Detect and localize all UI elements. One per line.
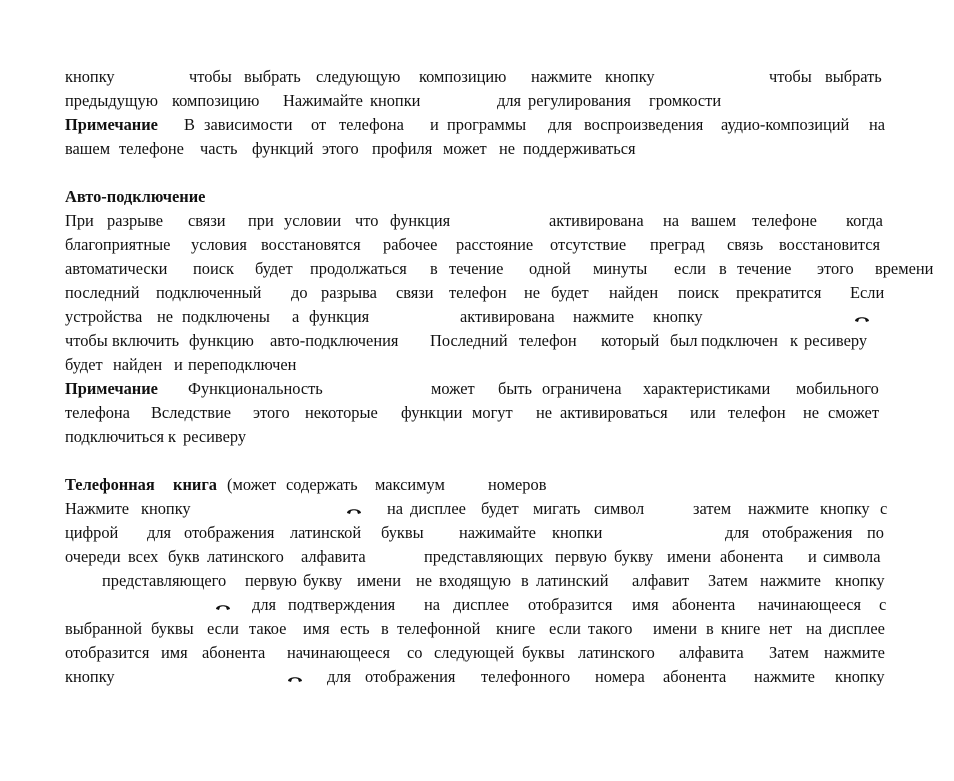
word: ограничена (542, 379, 622, 398)
word: содержать (286, 475, 358, 494)
text-line (65, 497, 889, 521)
word: имени (357, 571, 401, 590)
word: этого (817, 259, 854, 278)
word: есть (340, 619, 370, 638)
word: всех (128, 547, 159, 566)
word: телефон (449, 283, 507, 302)
word: отображения (184, 523, 275, 542)
word: алфавита (301, 547, 366, 566)
word: кнопку (820, 499, 870, 518)
word: нажмите (748, 499, 809, 518)
word: нажмите (824, 643, 885, 662)
text-line (65, 257, 934, 281)
word: абонента (720, 547, 784, 566)
word: отсутствие (550, 235, 627, 254)
word: и (174, 355, 183, 374)
word: когда (846, 211, 883, 230)
word: условии (284, 211, 342, 230)
word: композицию (419, 67, 507, 86)
word: функция (390, 211, 451, 230)
section-heading: Авто-подключение (65, 187, 206, 206)
word: кнопку (141, 499, 191, 518)
word: букву (614, 547, 654, 566)
word: со (407, 643, 423, 662)
word: чтобы (769, 67, 812, 86)
word: цифрой (65, 523, 119, 542)
word: не (803, 403, 820, 422)
word: до (291, 283, 308, 302)
word: в (719, 259, 727, 278)
word: не (536, 403, 553, 422)
word: может (443, 139, 487, 158)
word: имени (667, 547, 711, 566)
word: поддерживаться (523, 139, 636, 158)
word: телефона (65, 403, 130, 422)
word: который (601, 331, 660, 350)
text-line (65, 641, 889, 665)
word: активирована (460, 307, 555, 326)
word: нажмите (573, 307, 634, 326)
word: авто-подключения (270, 331, 399, 350)
word: восстановятся (261, 235, 361, 254)
word: по (867, 523, 884, 542)
word: последний (65, 283, 140, 302)
word: Нажимайте (283, 91, 363, 110)
word: подключен (701, 331, 778, 350)
text-line (65, 665, 889, 689)
word: абонента (663, 667, 727, 686)
word: чтобы (189, 67, 232, 86)
word: аудио-композиций (721, 115, 850, 134)
word: буквы (151, 619, 194, 638)
text-line (65, 209, 889, 233)
text-line (65, 401, 889, 425)
word: букв (168, 547, 200, 566)
word: телефон (519, 331, 577, 350)
word: активироваться (560, 403, 668, 422)
word: не (524, 283, 541, 302)
word: буквы (381, 523, 424, 542)
word: а (292, 307, 300, 326)
word: на (387, 499, 404, 518)
word: расстояние (456, 235, 534, 254)
word: первую (555, 547, 607, 566)
word: одной (529, 259, 571, 278)
section-heading: Телефонная (65, 475, 155, 494)
word: разрыва (321, 283, 377, 302)
word: что (355, 211, 379, 230)
word: книге (721, 619, 761, 638)
text-line (65, 65, 889, 89)
text-line (65, 89, 889, 113)
word: номеров (488, 475, 547, 494)
word: буквы (522, 643, 565, 662)
text-line (65, 593, 889, 617)
word: телефоне (119, 139, 184, 158)
word: этого (322, 139, 359, 158)
word: алфавита (679, 643, 744, 662)
word: кнопки (552, 523, 603, 542)
word: на (869, 115, 886, 134)
word: (может (227, 475, 277, 494)
word: на (424, 595, 441, 614)
word: связь (727, 235, 764, 254)
text-line (65, 329, 889, 353)
word: очереди (65, 547, 121, 566)
word: вашем (65, 139, 111, 158)
word: нажмите (754, 667, 815, 686)
word: найден (609, 283, 659, 302)
word: предыдущую (65, 91, 158, 110)
word: ресиверу (183, 427, 247, 446)
word: регулирования (528, 91, 631, 110)
text-line (65, 281, 889, 305)
word: начинающееся (287, 643, 391, 662)
word: латинский (536, 571, 609, 590)
word: этого (253, 403, 290, 422)
word: подключенный (156, 283, 262, 302)
word: нажмите (531, 67, 592, 86)
word: восстановится (779, 235, 881, 254)
phone-handset-icon (287, 674, 303, 684)
word: минуты (593, 259, 648, 278)
word: первую (245, 571, 297, 590)
word: отобразится (65, 643, 150, 662)
word: дисплее (410, 499, 466, 518)
word: с (879, 595, 887, 614)
word: для (548, 115, 573, 134)
word: кнопку (65, 667, 115, 686)
note-heading: Примечание (65, 115, 158, 134)
word: не (499, 139, 516, 158)
word: латинского (578, 643, 655, 662)
word: некоторые (305, 403, 378, 422)
word: Затем (708, 571, 748, 590)
word: телефонного (481, 667, 571, 686)
word: переподключен (188, 355, 297, 374)
word: разрыве (107, 211, 164, 230)
word: выбрать (244, 67, 301, 86)
word: и (430, 115, 439, 134)
word: в (706, 619, 714, 638)
word: функция (309, 307, 370, 326)
word: дисплее (453, 595, 509, 614)
section-heading-line (65, 473, 889, 497)
word: сможет (828, 403, 879, 422)
word: рабочее (383, 235, 438, 254)
word: зависимости (204, 115, 293, 134)
word: течение (737, 259, 792, 278)
word: Затем (769, 643, 809, 662)
word: будет (65, 355, 103, 374)
word: нет (769, 619, 793, 638)
word: букву (303, 571, 343, 590)
text-line (65, 521, 889, 545)
word: символа (823, 547, 881, 566)
word: для (252, 595, 277, 614)
text-line (65, 545, 889, 569)
word: мигать (533, 499, 581, 518)
word: кнопку (835, 571, 885, 590)
word: условия (191, 235, 247, 254)
word: такого (588, 619, 633, 638)
word: не (416, 571, 433, 590)
word: кнопку (835, 667, 885, 686)
word: профиля (372, 139, 433, 158)
word: времени (875, 259, 934, 278)
word: телефоне (752, 211, 817, 230)
word: входящую (439, 571, 511, 590)
word: преград (650, 235, 705, 254)
word: символ (594, 499, 645, 518)
word: найден (113, 355, 163, 374)
word: может (431, 379, 475, 398)
word: нажмите (760, 571, 821, 590)
section-heading-line (65, 185, 889, 209)
word: телефонной (397, 619, 481, 638)
text-line (65, 113, 889, 137)
word: представляющих (424, 547, 544, 566)
word: номера (595, 667, 645, 686)
section-heading: книга (173, 475, 217, 494)
word: поиск (678, 283, 719, 302)
word: часть (200, 139, 238, 158)
word: Нажмите (65, 499, 130, 518)
word: следующую (316, 67, 401, 86)
word: отображения (365, 667, 456, 686)
word: для (327, 667, 352, 686)
word: если (207, 619, 239, 638)
word: на (806, 619, 823, 638)
word: подключены (182, 307, 270, 326)
word: характеристиками (643, 379, 771, 398)
word: громкости (649, 91, 722, 110)
word: выбрать (825, 67, 882, 86)
text-line (65, 353, 889, 377)
word: композицию (172, 91, 260, 110)
word: в (381, 619, 389, 638)
word: затем (693, 499, 732, 518)
word: и (808, 547, 817, 566)
word: если (549, 619, 581, 638)
word: имени (653, 619, 697, 638)
word: от (311, 115, 327, 134)
word: Вследствие (151, 403, 232, 422)
word: имя (161, 643, 188, 662)
word: нажимайте (459, 523, 536, 542)
word: абонента (672, 595, 736, 614)
text-line (65, 305, 889, 329)
word: поиск (193, 259, 234, 278)
word: Функциональность (188, 379, 323, 398)
text-line (65, 617, 889, 641)
word: телефон (728, 403, 786, 422)
word: благоприятные (65, 235, 171, 254)
text-line (65, 377, 889, 401)
word: выбранной (65, 619, 143, 638)
word: программы (447, 115, 527, 134)
phone-handset-icon (854, 314, 870, 324)
word: устройства (65, 307, 143, 326)
word: абонента (202, 643, 266, 662)
word: подтверждения (288, 595, 396, 614)
text-line (65, 425, 889, 449)
word: воспроизведения (584, 115, 704, 134)
word: для (497, 91, 522, 110)
word: мобильного (796, 379, 879, 398)
text-line (65, 569, 889, 593)
word: для (147, 523, 172, 542)
word: латинского (207, 547, 284, 566)
word: следующей (434, 643, 514, 662)
word: в (521, 571, 529, 590)
text-line (65, 233, 889, 257)
word: в (430, 259, 438, 278)
word: чтобы (65, 331, 108, 350)
word: функцию (189, 331, 254, 350)
word: представляющего (102, 571, 227, 590)
word: течение (449, 259, 504, 278)
word: продолжаться (310, 259, 407, 278)
word: книге (496, 619, 536, 638)
word: к (168, 427, 176, 446)
word: Если (850, 283, 885, 302)
word: функций (252, 139, 314, 158)
word: был (670, 331, 698, 350)
word: максимум (375, 475, 445, 494)
word: В (184, 115, 195, 134)
word: для (725, 523, 750, 542)
word: на (663, 211, 680, 230)
word: латинской (290, 523, 362, 542)
word: не (157, 307, 174, 326)
word: активирована (549, 211, 644, 230)
word: отобразится (528, 595, 613, 614)
word: связи (188, 211, 226, 230)
word: ресиверу (804, 331, 868, 350)
word: дисплее (829, 619, 885, 638)
word: кнопку (605, 67, 655, 86)
word: отображения (762, 523, 853, 542)
word: Последний (430, 331, 508, 350)
word: начинающееся (758, 595, 862, 614)
word: кнопки (370, 91, 421, 110)
word: будет (551, 283, 589, 302)
word: будет (255, 259, 293, 278)
word: телефона (339, 115, 404, 134)
word: имя (632, 595, 659, 614)
word: вашем (691, 211, 737, 230)
word: с (880, 499, 888, 518)
word: алфавит (632, 571, 690, 590)
word: или (690, 403, 716, 422)
phone-handset-icon (215, 602, 231, 612)
word: при (248, 211, 274, 230)
phone-handset-icon (346, 506, 362, 516)
word: такое (249, 619, 287, 638)
word: если (674, 259, 706, 278)
word: быть (498, 379, 532, 398)
word: будет (481, 499, 519, 518)
word: При (65, 211, 94, 230)
word: кнопку (653, 307, 703, 326)
note-heading: Примечание (65, 379, 158, 398)
word: включить (112, 331, 180, 350)
word: подключиться (65, 427, 165, 446)
text-line (65, 137, 889, 161)
word: связи (396, 283, 434, 302)
word: прекратится (736, 283, 822, 302)
word: имя (303, 619, 330, 638)
word: могут (472, 403, 513, 422)
word: к (790, 331, 798, 350)
word: кнопку (65, 67, 115, 86)
word: автоматически (65, 259, 168, 278)
word: функции (401, 403, 463, 422)
